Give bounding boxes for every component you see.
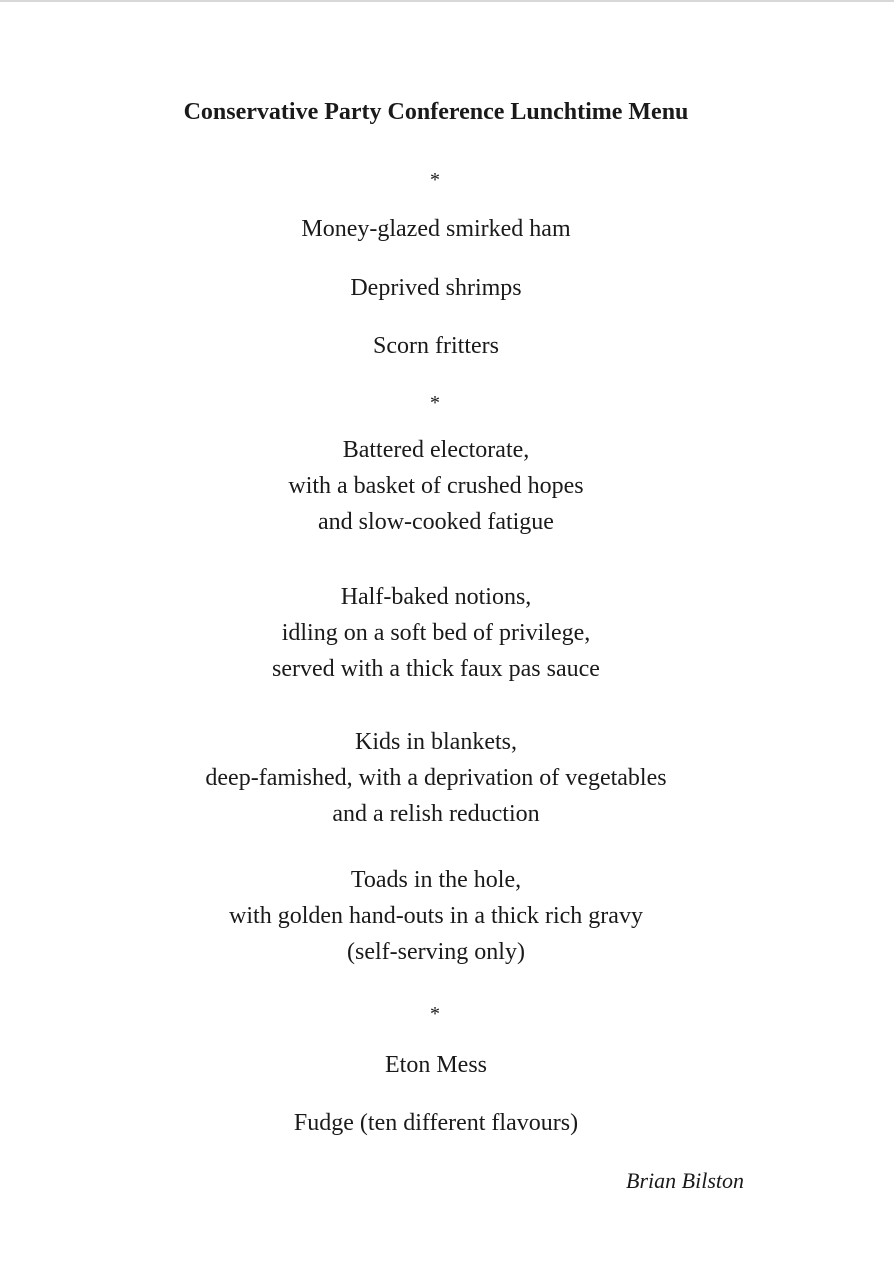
main-item-1-name: Battered electorate, (342, 437, 530, 463)
dessert-item-1: Eton Mess (385, 1052, 487, 1078)
starter-item-2: Deprived shrimps (350, 275, 522, 301)
main-item-2-line2: idling on a soft bed of privilege, (281, 620, 591, 646)
main-item-4 (0, 862, 872, 970)
separator-2: * (430, 392, 440, 414)
main-item-4-name: Toads in the hole, (350, 867, 522, 893)
separator-3: * (430, 1003, 440, 1025)
separator-1: * (430, 169, 440, 191)
main-item-2-name: Half-baked notions, (340, 584, 532, 610)
main-item-4-line2: with golden hand-outs in a thick rich gravy (229, 903, 643, 929)
main-item-1-line2: with a basket of crushed hopes (288, 473, 584, 499)
starter-item-1: Money-glazed smirked ham (301, 216, 571, 242)
menu-title: Conservative Party Conference Lunchtime Menu (183, 99, 689, 125)
main-item-3-line3: and a relish reduction (332, 801, 540, 827)
main-item-3 (0, 724, 872, 832)
main-item-2 (0, 579, 872, 687)
main-item-4-line3: (self-serving only) (347, 939, 525, 965)
main-item-3-name: Kids in blankets, (355, 729, 517, 755)
starter-item-3: Scorn fritters (373, 333, 499, 359)
main-item-3-line2: deep-famished, with a deprivation of vegetables (205, 765, 667, 791)
main-item-2-line3: served with a thick faux pas sauce (272, 656, 600, 682)
main-item-1 (0, 432, 872, 540)
main-item-1-line3: and slow-cooked fatigue (318, 509, 554, 535)
author-signature: Brian Bilston (626, 1168, 744, 1193)
dessert-item-2: Fudge (ten different flavours) (293, 1110, 579, 1136)
